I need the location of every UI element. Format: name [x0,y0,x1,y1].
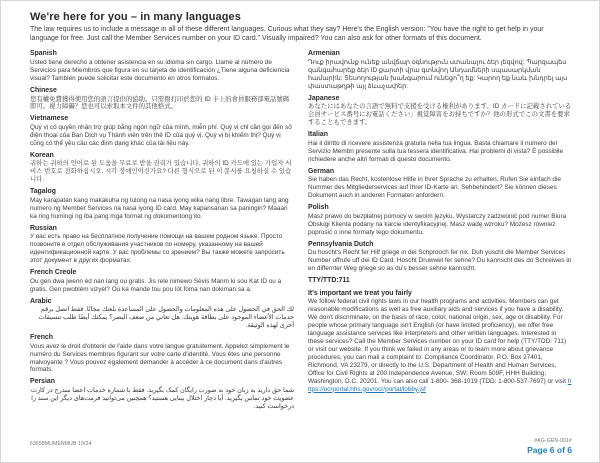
language-text-content: Դուք իրավունք ունեք անվճար օգնություն ստանալու ձեր լեզվով: Պարզապես զանգահարեք ձեր ID քարտի վրա գտնվող Անդամների սպասարկման համարին: Տեսողության խանգարում ունեցո՞ղ եք: Կարող եք նաև խնդրել այս փաստաթղթի այլ ձևաչափեր: [308,59,568,90]
language-heading: It's important we treat you fairly [308,289,412,297]
language-text [30,278,294,294]
language-text [308,59,572,91]
language-text-content: We follow federal civil rights laws in our health programs and activities. Members can get reasonable modifications as well as free auxiliary aids and services if you have a disability. We don't discriminate, on the basis of race, color, national origin, sex, age or disability. For people whose primary language isn't English (or have limited proficiency), we offer free language assistance services like interpreters and other written languages. Interested in these services? Call the Member Services number on your ID card for help (TTY/TDD: 711) or visit our website. If you think we failed in any areas or to learn more about grievance procedures, you can mail a complaint to: Compliance Coordinator, P.O. Box 27401, Richmond, VA 23279, or directly to the U.S. Department of Health and Human Services, Office for Civil Rights at 200 Independence Avenue, SW; Room 509F, HHH Building; Washington, D.C. 20201. You can also call 1-800- 368-1019 (TDD: 1-800-537-7697) or visit [308,298,568,385]
language-text-content: У вас есть право на бесплатное получение помощи на вашем родном языке. Просто позвоните в отдел обслуживания участников по номеру, указанному на вашей идентификационной карте. У вас проблемы со зрением? Вы также можете запросить этот документ в других форматах. [30,233,285,265]
language-text-content: Ou gen dwa jwenn èd nan lang ou gratis. Jis rele nimewo Sèvis Manm ki sou Kat ID ou a gratis. Gen pwoblèm vizyèl? Ou ka mande tou pou lòt fòma nan dokiman sa a. [30,277,282,293]
language-text-content: Usted tiene derecho a obtener asistencia en su idioma sin cargo. Llame al número de Servicios para Miembros que figura en su tarjeta de identificación ¿Tiene alguna deficiencia visual? También puede solicitar este documento en otros formatos. [30,59,290,82]
language-section [308,50,572,90]
doc-code: #AG-GEN-001# [534,438,572,444]
language-text-content: 您有權免費獲得使用您的語言提供的協助。只需撥打印於您的 ID 卡上的會員服務部電話號碼即可。視力障礙？您也可以索取本文件的其他格式。 [30,95,290,111]
language-section [308,277,572,286]
language-text-content: Du hoscht's Recht fer Hilf griege in dei Schprooch fer nix. Duh yuscht die Member Services Number uffrufe uff dei ID Card. Hoscht Druwwel fer sehne? Du kannscht des do Schreiwes in en differnter Weg griege so as du's besser sehne kannscht. [308,249,572,273]
language-section [308,241,572,273]
language-section [308,95,572,127]
language-text [308,176,572,200]
language-text [30,59,294,83]
language-text-content: 귀하는 귀하의 언어로 된 도움을 무료로 받을 권리가 있습니다. 귀하의 ID 카드에 있는 가입자 서비스 번호로 전화하십시오. 시각 장애인이신가요? 다른 형식으로 된 이 문서를 요청하실 수 있습니다. [30,160,292,184]
language-heading: French [30,334,53,342]
language-text [30,124,294,148]
language-text [30,160,294,184]
language-heading: Polish [308,204,329,212]
language-heading: TTY/TTD:711 [308,277,350,285]
language-text [30,233,294,265]
language-text [30,197,294,221]
language-heading: Chinese [30,86,57,94]
language-section [30,269,294,294]
language-heading: Spanish [30,50,57,58]
language-text [308,103,572,127]
language-text-content: あなたにはあなたの言語で無料で支援を受ける権利があります。ID カードに記載されている会員サービス番号にお電話ください」視覚障害をお持ちですか？他の形式でこの文書を要求することもできます。 [308,103,572,127]
language-section [30,50,294,82]
language-heading: Korean [30,151,54,159]
language-heading: Vietnamese [30,115,69,123]
language-heading: Pennsylvania Dutch [308,240,374,248]
language-section [30,225,294,265]
language-text-content: Sie haben das Recht, kostenlose Hilfe in Ihrer Sprache zu erhalten. Rufen Sie einfach die Nummer des Mitgliederservices auf Ihrer ID-Karte an. Sehbehindert? Sie können dieses Dokument auch in anderen Formaten anfordern. [308,176,561,200]
language-text-content: Masz prawo do bezpłatnej pomocy w swoim języku. Wystarczy zadzwonić pod numer Biura Obsługi Klienta podany na karcie identyfikacyjnej. Masz wadę wzroku? Możesz również poprosić o inne formaty tego dokumentu. [308,212,567,236]
language-text-content: Quý vị có quyền nhận trợ giúp bằng ngôn ngữ của mình, miễn phí. Quý vị chỉ cần gọi đến số điện thoại của Ban Dịch vụ Thành viên trên thẻ ID của quý vị. Quý vị bị khiếm thị? Quý vị cũng có thể yêu cầu các định dạng khác của tài liệu này. [30,124,292,147]
language-heading: Japanese [308,94,340,102]
language-text [30,96,294,112]
language-text [308,249,572,273]
language-heading: Armenian [308,50,340,58]
language-section [308,168,572,200]
language-heading: Tagalog [30,188,56,196]
right-column [308,46,572,410]
language-text-content: May karapatan kang makakuha ng tulong na nasa iyong wika nang libre. Tawagan lang ang numero ng Member Services na nasa iyong ID card. May kapansanan sa paningin? Maaari ka ring humingi ng iba pang mga format ng dokumentong ito. [30,196,289,220]
language-section [308,204,572,236]
language-section [30,87,294,112]
ocr-portal-link[interactable]: https://ocrportal.hhs.gov/ocr/portal/lobby.jsf [308,377,572,393]
language-text [30,387,294,411]
language-heading: Italian [308,131,328,139]
language-text [30,306,294,330]
form-number: 63658MUMENMUB 10/24 [30,441,92,447]
language-section [308,131,572,163]
language-heading: Russian [30,224,57,232]
language-heading: French Creole [30,269,77,277]
language-section [30,152,294,184]
language-heading: German [308,167,335,175]
language-section [30,115,294,147]
language-text [308,213,572,237]
language-text [308,298,572,393]
language-text [30,343,294,375]
language-section [308,290,572,394]
page-indicator: Page 6 of 6 [527,445,572,455]
language-section [30,188,294,220]
left-column [30,46,294,410]
intro-paragraph: The law requires us to include a message in all of these different languages. Curious what they say? Here's the English version: "You have the right to get help in your language for free. Just call the Member Services number on your ID card." Visually impaired? You can also ask for other formats of this document. [30,26,544,43]
language-text-content: لك الحق في الحصول على هذه المعلومات والحصول على المساعدة بلغتك مجانًا. فقط اتصل برقم خدمات الأعضاء الموجود على بطاقة هويتك. هل تعاني من ضعف البصر؟ يمكنك أيضًا طلب تنسيقات أخرى لهذه الوثيقة. [38,306,294,330]
language-heading: Persian [30,378,55,386]
language-section [30,298,294,330]
page-title: We're here for you – in many languages [30,11,241,23]
language-section [30,334,294,374]
language-text [308,140,572,164]
language-heading: Arabic [30,297,52,305]
footer-right-block [527,438,572,455]
language-section [30,378,294,410]
language-text-content: Hai il diritto di ricevere assistenza gratuita nella tua lingua. Basta chiamare il numero del Servizio Membri presente sulla tua tessera identificativa. Hai problemi di vista? È possibile richiedere anche altri formati di questo documento. [308,139,564,163]
language-columns [30,46,572,410]
language-text-content: شما حق دارید به زبان خود به صورت رایگان کمک بگیرید. فقط با شماره خدمات اعضا مندرج در کارت عضویت خود تماس بگیرید. آیا دچار اختلال بینایی هستید؟ همچنین می‌توانید فرمت‌های دیگر این سند را درخواست کنید. [30,387,294,410]
language-text-content: Vous avez le droit d'obtenir de l'aide dans votre langue gratuitement. Appelez simplement le numéro du Services membres figurant sur votre carte d'identité. Vous êtes une personne malvoyante ? Vous pouvez également demander à accéder à ce document dans d'autres formats. [30,342,290,374]
